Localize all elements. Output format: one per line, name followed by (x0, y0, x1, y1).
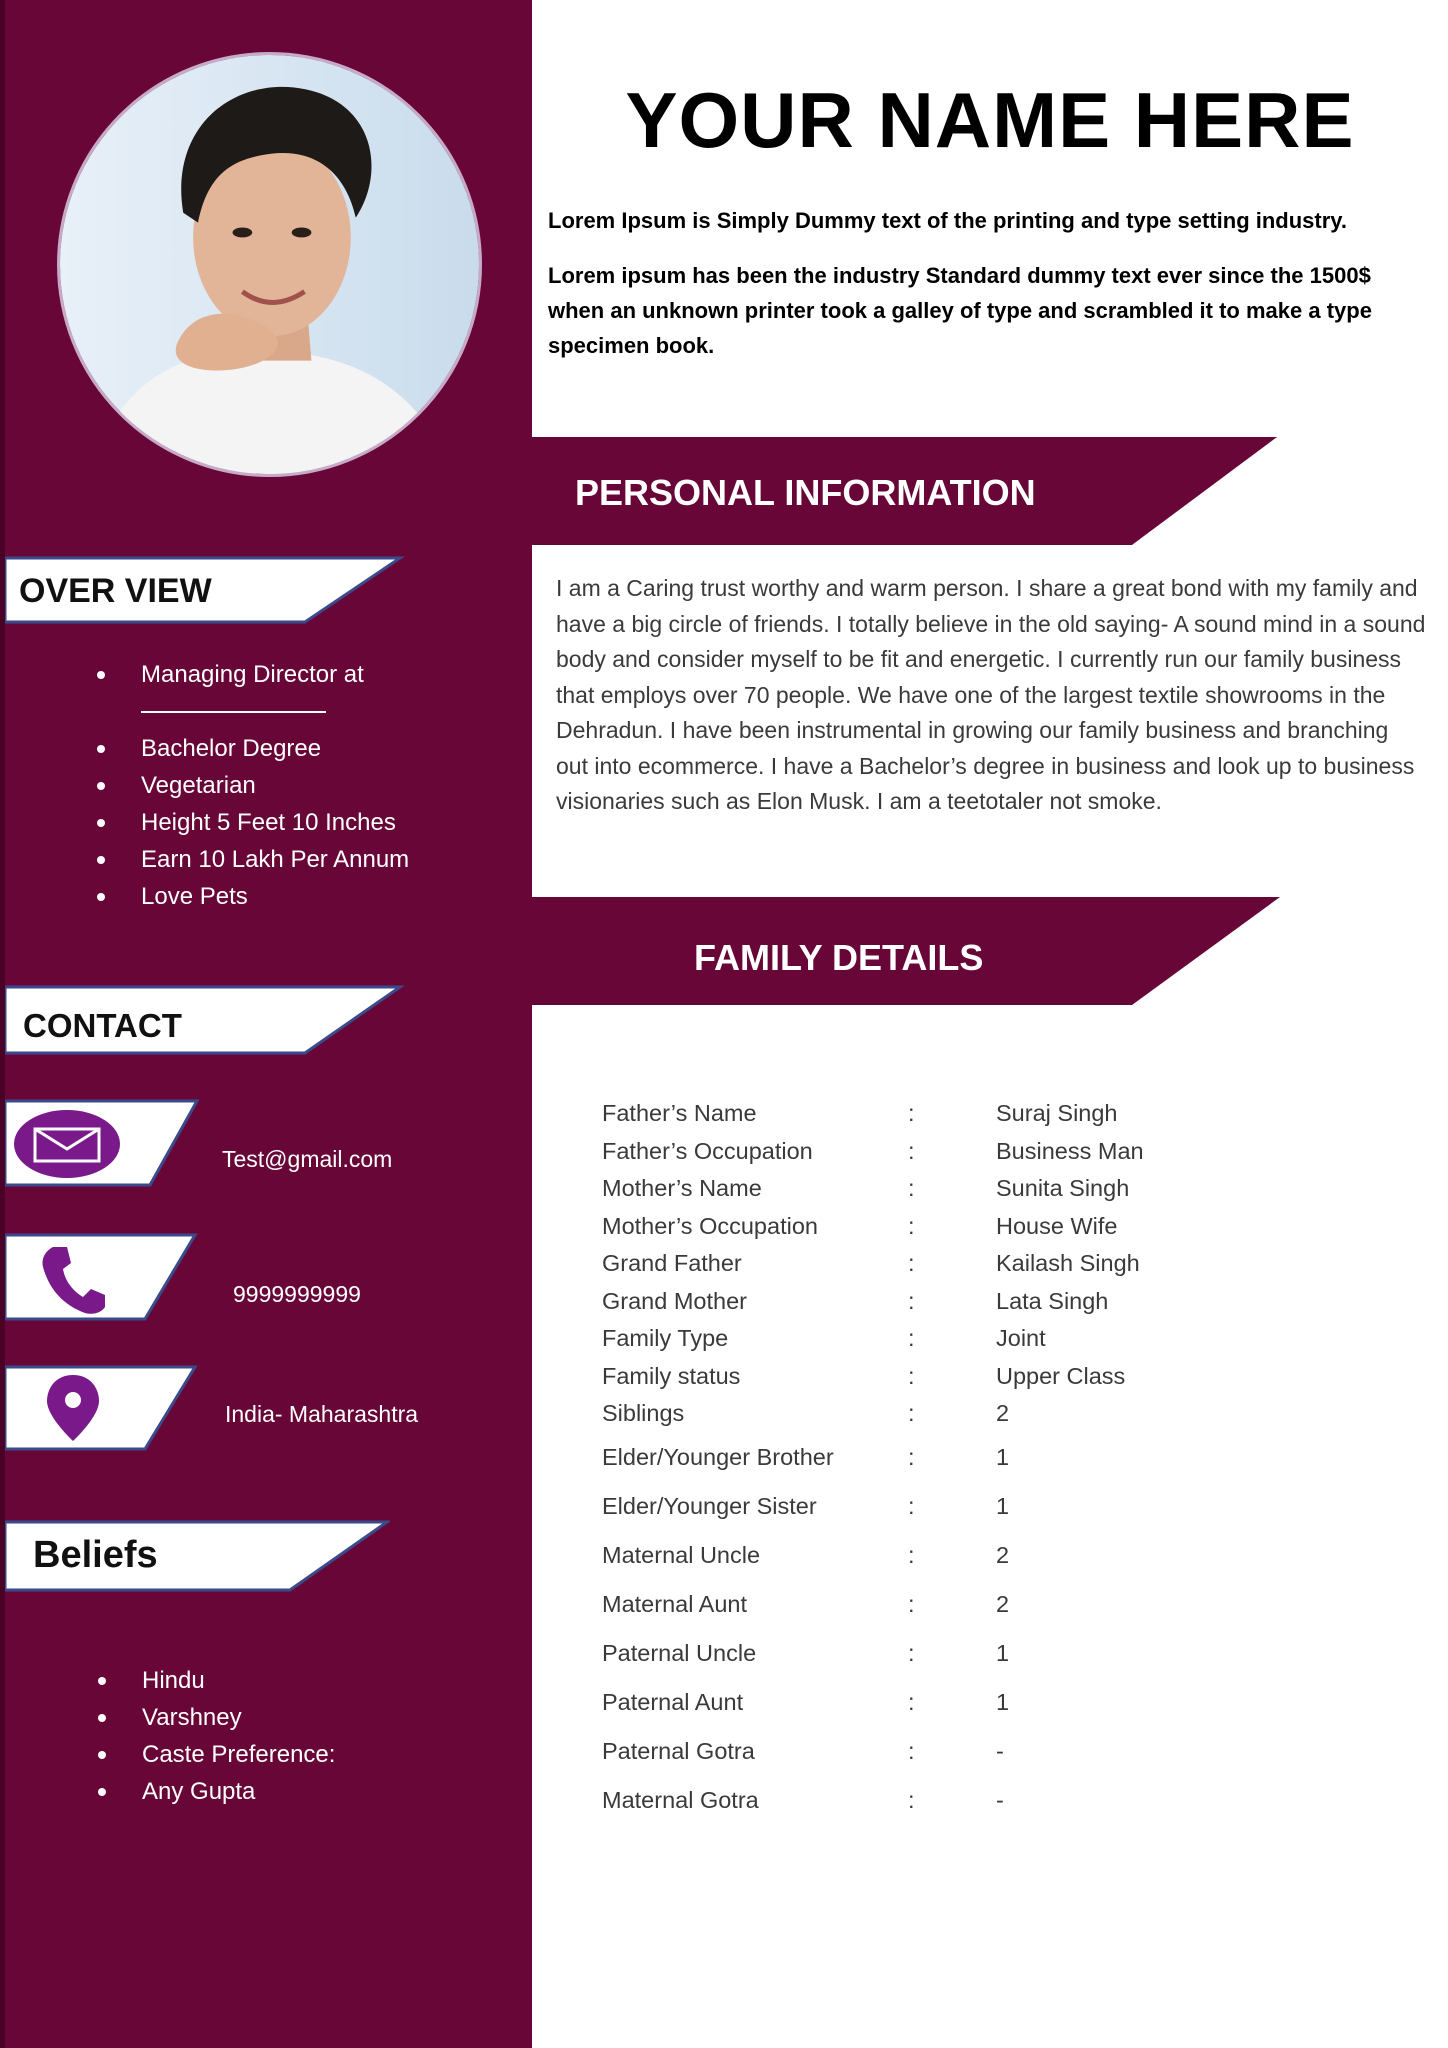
row-label: Grand Father (602, 1250, 742, 1277)
location-text: India- Maharashtra (225, 1401, 419, 1427)
row-value: 2 (996, 1590, 1010, 1617)
row-label: Paternal Uncle (602, 1639, 757, 1666)
row-separator: : (908, 1250, 915, 1277)
row-separator: : (908, 1362, 915, 1389)
table-row (602, 1433, 1144, 1482)
list-item: Bachelor Degree (97, 730, 409, 767)
table-row (602, 1678, 1144, 1727)
profile-photo (57, 52, 482, 477)
row-label: Father’s Name (602, 1100, 757, 1127)
personal-info-header (532, 437, 1277, 545)
row-value: Kailash Singh (996, 1250, 1140, 1277)
intro-line-2: Lorem ipsum has been the industry Standard dummy text ever since the 1500$ when an unknown printer took a galley of type and scrambled it to make a type specimen book. (548, 263, 1372, 358)
row-separator: : (908, 1737, 915, 1764)
row-separator: : (908, 1212, 915, 1239)
table-row (602, 1170, 1144, 1208)
row-separator: : (908, 1100, 915, 1127)
list-item: Earn 10 Lakh Per Annum (97, 841, 409, 878)
overview-title: OVER VIEW (19, 572, 212, 610)
row-value: Business Man (996, 1137, 1144, 1164)
row-label: Paternal Gotra (602, 1737, 755, 1764)
row-label: Maternal Aunt (602, 1590, 748, 1617)
row-value: 1 (996, 1639, 1010, 1666)
table-row (602, 1358, 1144, 1396)
table-row (602, 1580, 1144, 1629)
contact-title: CONTACT (23, 1007, 182, 1044)
row-separator: : (908, 1786, 915, 1813)
row-separator: : (908, 1590, 915, 1617)
row-separator: : (908, 1492, 915, 1519)
personal-info-title: PERSONAL INFORMATION (575, 472, 1036, 513)
list-item: Varshney (98, 1699, 335, 1736)
sidebar (0, 0, 532, 2048)
list-item: Love Pets (97, 878, 409, 915)
row-value: 1 (996, 1492, 1010, 1519)
table-row (602, 1245, 1144, 1283)
row-label: Family status (602, 1362, 741, 1389)
table-row (602, 1208, 1144, 1246)
row-value: Suraj Singh (996, 1100, 1118, 1127)
list-item: Caste Preference: (98, 1736, 335, 1773)
table-row (602, 1482, 1144, 1531)
row-label: Siblings (602, 1400, 685, 1427)
row-separator: : (908, 1541, 915, 1568)
beliefs-list (98, 1662, 335, 1810)
overview-list (97, 656, 409, 915)
row-label: Maternal Uncle (602, 1541, 761, 1568)
table-row (602, 1283, 1144, 1321)
row-separator: : (908, 1325, 915, 1352)
overview-banner (5, 556, 405, 624)
list-item: Managing Director at (97, 656, 409, 693)
table-row (602, 1133, 1144, 1171)
table-row (602, 1531, 1144, 1580)
table-row (602, 1320, 1144, 1358)
row-separator: : (908, 1688, 915, 1715)
beliefs-banner (5, 1520, 390, 1592)
row-value: 1 (996, 1688, 1010, 1715)
row-separator: : (908, 1443, 915, 1470)
row-value: Joint (996, 1325, 1046, 1352)
row-separator: : (908, 1137, 915, 1164)
row-value: Lata Singh (996, 1287, 1109, 1314)
row-label: Family Type (602, 1325, 729, 1352)
row-separator: : (908, 1400, 915, 1427)
row-value: 2 (996, 1400, 1010, 1427)
personal-info-text: I am a Caring trust worthy and warm person. I share a great bond with my family and have a big circle of friends. I totally believe in the old saying- A sound mind in a sound body and consider myself to be fit and energetic. I currently run our family business that employs over 70 people. We have one of the largest textile showrooms in the Dehradun. I have been instrumental in growing our family business and branching out into ecommerce. I have a Bachelor’s degree in business and look up to business visionaries such as Elon Musk. I am a teetotaler not smoke. (556, 575, 1426, 814)
intro-line-1: Lorem Ipsum is Simply Dummy text of the printing and type setting industry. (548, 208, 1348, 233)
row-value: Sunita Singh (996, 1175, 1130, 1202)
table-row (602, 1776, 1144, 1825)
row-label: Mother’s Occupation (602, 1212, 818, 1239)
row-label: Elder/Younger Brother (602, 1443, 834, 1470)
row-label: Paternal Aunt (602, 1688, 744, 1715)
table-row (602, 1727, 1144, 1776)
blank-line (97, 693, 409, 730)
envelope-icon (14, 1110, 120, 1178)
list-item: Hindu (98, 1662, 335, 1699)
row-label: Maternal Gotra (602, 1786, 759, 1813)
profile-photo-icon (60, 55, 479, 474)
row-separator: : (908, 1175, 915, 1202)
phone-tab (5, 1233, 200, 1321)
contact-banner (5, 985, 405, 1055)
list-item: Height 5 Feet 10 Inches (97, 804, 409, 841)
row-separator: : (908, 1639, 915, 1666)
row-value: - (996, 1737, 1004, 1764)
family-details-table (602, 1095, 1144, 1825)
beliefs-title: Beliefs (33, 1534, 158, 1576)
list-item: Any Gupta (98, 1773, 335, 1810)
row-label: Grand Mother (602, 1287, 747, 1314)
row-value: 2 (996, 1541, 1010, 1568)
email-tab (5, 1099, 200, 1187)
phone-text[interactable]: 9999999999 (233, 1281, 361, 1307)
row-label: Elder/Younger Sister (602, 1492, 817, 1519)
table-row (602, 1395, 1144, 1433)
page-title: YOUR NAME HERE (625, 76, 1355, 164)
location-tab (5, 1365, 200, 1451)
row-label: Father’s Occupation (602, 1137, 813, 1164)
email-text[interactable]: Test@gmail.com (222, 1146, 393, 1172)
family-details-title: FAMILY DETAILS (694, 937, 984, 978)
row-value: Upper Class (996, 1362, 1126, 1389)
row-value: 1 (996, 1443, 1010, 1470)
row-label: Mother’s Name (602, 1175, 762, 1202)
table-row (602, 1629, 1144, 1678)
row-separator: : (908, 1287, 915, 1314)
row-value: House Wife (996, 1212, 1118, 1239)
family-details-header (532, 897, 1280, 1005)
list-item: Vegetarian (97, 767, 409, 804)
table-row (602, 1095, 1144, 1133)
row-value: - (996, 1786, 1004, 1813)
